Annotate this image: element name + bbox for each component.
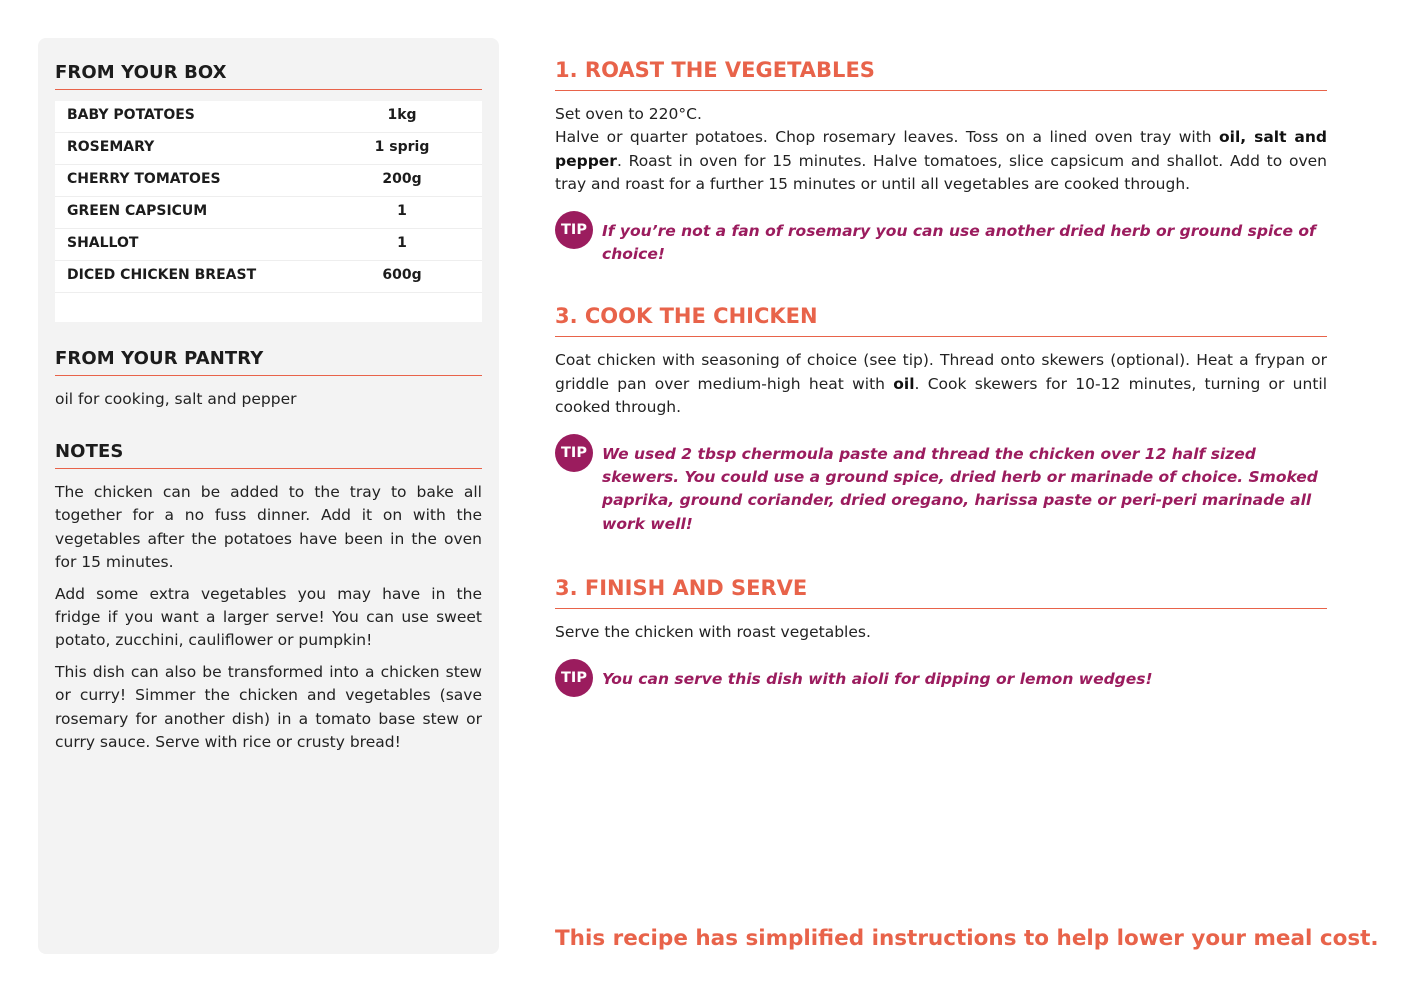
note-paragraph: The chicken can be added to the tray to bake all together for a no fuss dinner. Add it on with the vegetables after the potatoes have been in the oven for 15 minutes. (55, 483, 482, 572)
pantry-text: oil for cooking, salt and pepper (55, 390, 297, 408)
step-text-part: Coat chicken with seasoning of choice (see tip). Thread onto skewers (optional). Heat a frypan or griddle pan over medium-high heat with (555, 351, 1327, 393)
ingredient-qty: 1 (397, 235, 407, 251)
step-text-bold: oil, salt and pepper (555, 128, 1327, 170)
ingredient-row (55, 229, 482, 261)
ingredient-row (55, 261, 482, 293)
tip-text: If you’re not a fan of rosemary you can use another dried herb or ground spice of choice! (602, 221, 1316, 264)
ingredient-name: ROSEMARY (67, 139, 155, 155)
ingredient-name: GREEN CAPSICUM (67, 203, 208, 219)
tip-text: You can serve this dish with aioli for dipping or lemon wedges! (602, 669, 1153, 688)
ingredient-qty: 200g (382, 171, 422, 187)
step-cook-chicken (555, 304, 1327, 536)
ingredient-row (55, 133, 482, 165)
tip-text: We used 2 tbsp chermoula paste and thread the chicken over 12 half sized skewers. You could use a ground spice, dried herb or marinade of choice. Smoked paprika, ground coriander, dried oregano, harissa paste or peri-peri marinade all work well! (602, 444, 1318, 533)
method-column (555, 58, 1327, 697)
step-text: Serve the chicken with roast vegetables. (555, 623, 871, 642)
ingredient-qty: 600g (382, 267, 422, 283)
note-paragraph: This dish can also be transformed into a chicken stew or curry! Simmer the chicken and vegetables (save rosemary for another dish) in a tomato base stew or curry sauce. Serve with rice or crusty bread! (55, 662, 482, 752)
ingredient-qty: 1 sprig (374, 139, 430, 155)
ingredient-row (55, 197, 482, 229)
tip-badge: TIP (555, 659, 593, 697)
tip-badge: TIP (555, 211, 593, 249)
step-roast (555, 58, 1327, 266)
ingredient-row (55, 165, 482, 197)
notes-title: NOTES (55, 441, 482, 469)
ingredient-name: CHERRY TOMATOES (67, 171, 221, 187)
step-text (555, 103, 1327, 197)
tip (555, 434, 1327, 537)
tip (555, 659, 1327, 697)
note-paragraph: Add some extra vegetables you may have in the fridge if you want a larger serve! You can use sweet potato, zucchini, cauliflower or pumpkin! (55, 584, 482, 650)
step-title: 3. FINISH AND SERVE (555, 576, 1327, 609)
ingredient-row (55, 101, 482, 133)
step-text-part: Halve or quarter potatoes. Chop rosemary leaves. Toss on a lined oven tray with (555, 128, 1220, 147)
step-text-bold: oil (893, 374, 915, 393)
from-your-pantry-title: FROM YOUR PANTRY (55, 348, 482, 376)
ingredient-name: DICED CHICKEN BREAST (67, 267, 257, 283)
step-title: 3. COOK THE CHICKEN (555, 304, 1327, 337)
tip-badge: TIP (555, 434, 593, 472)
step-line: Set oven to 220°C. (555, 105, 702, 123)
step-title: 1. ROAST THE VEGETABLES (555, 58, 1327, 91)
tip (555, 211, 1327, 267)
step-finish-serve (555, 576, 1327, 696)
from-your-box-title: FROM YOUR BOX (55, 62, 482, 90)
ingredient-name: BABY POTATOES (67, 107, 195, 123)
left-panel-content (55, 38, 482, 754)
notes (55, 481, 482, 754)
footer-note: This recipe has simplified instructions to help lower your meal cost. (555, 926, 1379, 951)
left-panel (38, 38, 499, 954)
step-text (555, 349, 1327, 419)
step-text-part: . Cook skewers for 10-12 minutes, turning or until cooked through. (555, 374, 1328, 417)
ingredient-qty: 1kg (387, 107, 417, 123)
ingredient-name: SHALLOT (67, 235, 139, 251)
step-paragraph (555, 126, 1327, 196)
step-text-part: . Roast in oven for 15 minutes. Halve tomatoes, slice capsicum and shallot. Add to oven tray and roast for a further 15 minutes or until all vegetables are cooked through. (555, 151, 1327, 194)
ingredients-table (55, 101, 482, 322)
ingredient-qty: 1 (397, 203, 407, 219)
